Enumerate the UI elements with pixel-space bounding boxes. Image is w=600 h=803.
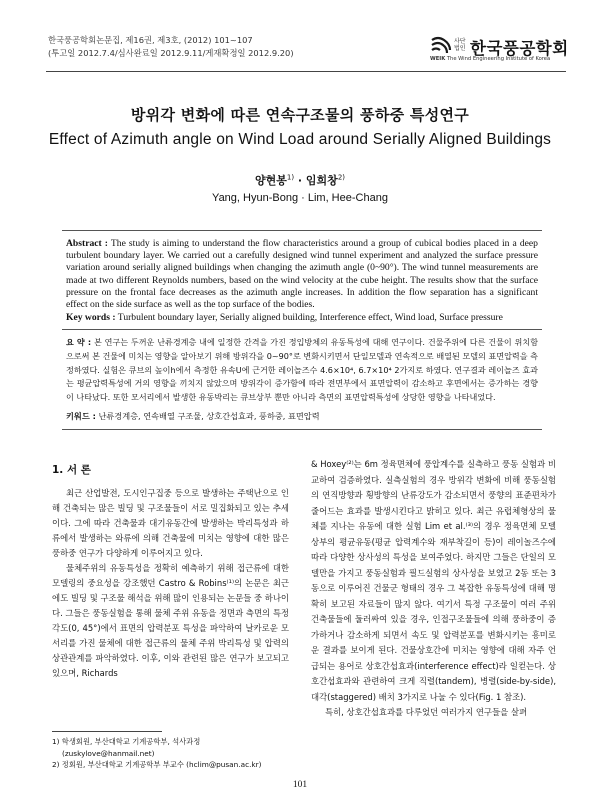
society-prefix: 사단법인 <box>454 38 466 52</box>
journal-header <box>48 34 294 60</box>
author-separator: · <box>294 174 306 187</box>
authors-english: Yang, Hyun-Bong · Lim, Hee-Chang <box>212 192 388 204</box>
footnotes <box>52 736 292 771</box>
footnote-1-email: (zuskylove@hanmail.net) <box>62 748 155 758</box>
journal-citation: 한국풍공학회논문집, 제16권, 제3호, (2012) 101~107 <box>48 35 253 45</box>
title-english: Effect of Azimuth angle on Wind Load around Serially Aligned Buildings <box>48 131 552 148</box>
author1-affil-mark: 1) <box>286 173 295 182</box>
right-column <box>311 457 556 721</box>
paragraph: & Hoxey⁽²⁾는 6m 정육면체에 풍압계수를 실측하고 풍동 실험과 비교하여 검증하였다. 실측실험의 경우 방위각 변화에 비해 풍동실험의 연직방향과 횡방향의 난류강도가 감소되면서 풍향의 표준편차가 줄어드는 효과를 발생시킨다고 밝히고 있다. 최근 유럽체형상의 물체를 지나는 유동에 대한 실험 Lim et al.⁽³⁾의 경우 정육면체 모델 상부의 평균유동(평균 압력계수와 재부착길이 등)이 레이놀즈수에 따라 다양한 상사성의 특성을 보여주었다. 하지만 그들은 단일의 모델만을 가지고 풍동실험과 필드실험의 상사성을 보였고 2동 또는 3동으로 이루어진 건물군 형태의 경우 그 복잡한 유동특성에 대해 명확히 보고된 자료들이 많지 않다. 여기서 특정 구조물이 여러 주위 건축물들에 둘러싸여 있을 경우, 인접구조물들에 의해 풍하중이 증가하거나 감소하게 되면서 속도 및 압력분포를 변화시키는 흥미로운 결과를 보이게 된다. 건물상호간에 미치는 영향에 대해 자주 언급되는 용어로 상호간섭효과(interference effect)라 일컫는다. 상호간섭효과와 관련하여 크게 직렬(tandem), 병렬(side-by-side), 대각(staggered) 배치 3가지로 나눌 수 있다(Fig. 1 참조). <box>311 459 556 702</box>
title-korean: 방위각 변화에 따른 연속구조물의 풍하중 특성연구 <box>130 106 470 124</box>
korean-abstract-text: 본 연구는 두꺼운 난류경계층 내에 일정한 간격을 가진 정입방체의 유동특성에 대해 연구이다. 건물주위에 다른 건물이 위치함으로써 본 건물에 미치는 영향을 알아보기 위해 방위각을 0~90°로 변화시키면서 단일모델과 연속적으로 배열된 모델의 표면압력을 측정하였다. 실험은 큐브의 높이h에서 측정한 유속U에 근거한 레이놀즈수 4.6×10⁴, 6.7×10⁴ 2가지로 하였다. 연구결과 레이놀즈 효과는 평균압력특성에 거의 영향을 끼치지 않았으며 방위각이 증가함에 따라 전면부에서 표면압력이 감소하고 후면에서는 증가하는 경향이 나타났다. 또한 모서리에서 발생한 유동박리는 큐브상부 뿐만 아니라 측면의 표면압력특성에 상당한 영향을 나타내었다. <box>66 337 539 403</box>
society-logo <box>430 36 570 66</box>
society-abbr: WEIK <box>430 56 446 62</box>
paragraph: 최근 산업발전, 도시인구집중 등으로 발생하는 주택난으로 인해 건축되는 많은 빌딩 및 구조물들이 서로 밀집화되고 있는 추세이다. 그에 따라 건축물과 대기유동간에 발생하는 박리특성과 하류에서 발생하는 와류에 의해 건축물에 미치는 영향에 대한 많은 풍하중 연구가 다양하게 이루어지고 있다. <box>52 488 289 558</box>
footnote-1: 1) 학생회원, 부산대학교 기계공학부, 석사과정 <box>52 737 201 746</box>
korean-keywords-label: 키워드 : <box>66 411 96 421</box>
abstract-label: Abstract : <box>66 238 108 249</box>
abstract-english <box>66 238 538 311</box>
society-name: 한국풍공학회 <box>470 39 569 58</box>
footnote-rule <box>52 731 162 732</box>
society-english-name: The Wind Engineering Institute of Korea <box>446 56 551 62</box>
abstract-top-rule <box>62 230 542 231</box>
society-english <box>430 56 550 62</box>
abstract-text: The study is aiming to understand the flow characteristics around a group of cubical bodies placed in a deep turbulent boundary layer. We carried out a carefully designed wind tunnel experiment and analyzed the surface pressure variation around serially aligned buildings when changing the azimuth angle (0~90°). The wind tunnel measurements are made at two different Reynolds numbers, based on the wind velocity at the cube height. The results show that the surface pressure on the frontal face decreases as the azimuth angle increases. In addition the flow separation has a significant effect on the side surface as well as the top surface of the bodies. <box>66 238 538 311</box>
author1-name: 양현봉 <box>255 174 287 187</box>
author2-affil-mark: 2) <box>337 173 345 182</box>
weik-emblem-icon <box>430 36 452 56</box>
page-number: 101 <box>292 780 308 790</box>
left-column <box>52 486 289 681</box>
header-divider <box>46 71 566 72</box>
keywords-label: Key words : <box>66 312 116 323</box>
paragraph: 특히, 상호간섭효과를 다루었던 여러가지 연구들을 살펴 <box>325 707 528 717</box>
abstract-bottom-rule <box>62 429 542 430</box>
keywords-text: Turbulent boundary layer, Serially aligned building, Interference effect, Wind load, Surface pressure <box>117 312 503 323</box>
korean-abstract-label: 요 약 : <box>66 337 92 347</box>
paragraph: 물체주위의 유동특성을 정확히 예측하기 위해 접근류에 대한 모델링의 중요성을 강조했던 Castro & Robins⁽¹⁾의 논문은 최근에도 빌딩 및 구조물 해석을 위해 많이 인용되는 논문들 중 하나이다. 그들은 풍동실험을 통해 물체 주위 유동을 정면과 측면의 특정 각도(0, 45°)에서 표면의 압력분포 특성을 파악하여 날카로운 모서리를 가진 물체에 대한 접근류의 물체 주위 박리특성 및 압력의 상관관계를 파악하였다. 이후, 이와 관련된 많은 연구가 보고되고 있으며, Richards <box>52 563 289 678</box>
footnote-2: 2) 정회원, 부산대학교 기계공학부 부교수 (hclim@pusan.ac.kr) <box>52 760 262 769</box>
section-heading: 1. 서 론 <box>52 464 91 476</box>
keywords-english <box>66 312 538 324</box>
abstract-divider <box>62 329 542 330</box>
authors-korean <box>0 172 600 188</box>
abstract-korean <box>66 336 538 405</box>
keywords-korean <box>66 410 538 423</box>
author2-name: 임희창 <box>305 174 338 187</box>
submission-dates: (투고일 2012.7.4/심사완료일 2012.9.11/게재확정일 2012.9.20) <box>48 48 294 58</box>
korean-keywords-text: 난류경계층, 연속배열 구조물, 상호간섭효과, 풍하중, 표면압력 <box>98 411 320 421</box>
